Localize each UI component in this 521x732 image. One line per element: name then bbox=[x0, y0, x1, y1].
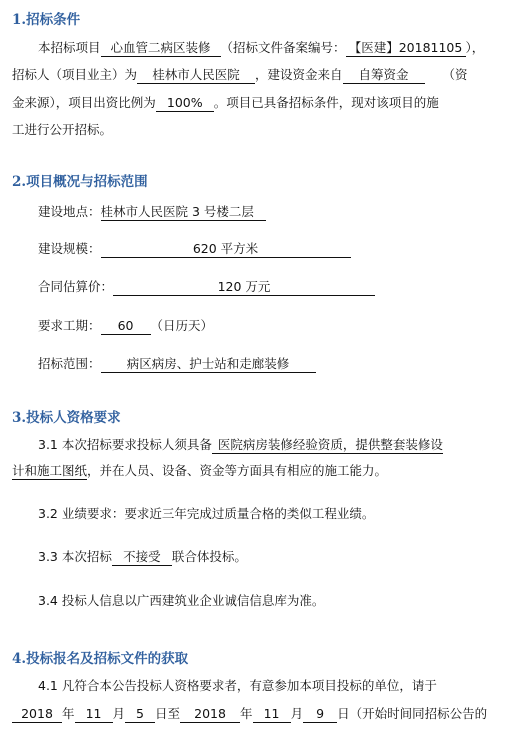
qualification-field: 医院病房装修经验资质，提供整套装修设 bbox=[212, 437, 443, 454]
item-3-1-line-2 bbox=[12, 462, 387, 480]
text: 日至 bbox=[155, 706, 181, 721]
price-value: 120 万元 bbox=[113, 279, 375, 296]
project-name-field: 心血管二病区装修 bbox=[101, 40, 221, 57]
item-3-2: 3.2 业绩要求：要求近三年完成过质量合格的类似工程业绩。 bbox=[38, 506, 375, 521]
scale-value: 620 平方米 bbox=[101, 241, 351, 258]
section-1-line-4: 工进行公开招标。 bbox=[12, 122, 113, 137]
site-row bbox=[38, 203, 266, 221]
start-year-field: 2018 bbox=[12, 706, 62, 723]
text: 年 bbox=[62, 706, 75, 721]
section-1-line-2 bbox=[12, 66, 468, 84]
text: 月 bbox=[112, 706, 126, 721]
text: （资 bbox=[442, 67, 468, 82]
item-4-1-line-1: 4.1 凡符合本公告投标人资格要求者，有意参加本项目投标的单位，请于 bbox=[38, 678, 437, 693]
section-1-line-1 bbox=[38, 39, 484, 57]
scope-label: 招标范围： bbox=[38, 356, 101, 371]
text: ）， bbox=[465, 40, 485, 55]
text: 月 bbox=[290, 706, 304, 721]
section-3-heading: 3.投标人资格要求 bbox=[12, 410, 121, 426]
consortium-field: 不接受 bbox=[112, 549, 172, 566]
text: ，建设资金来自 bbox=[255, 67, 343, 82]
site-value: 桂林市人民医院 3 号楼二层 bbox=[101, 204, 266, 221]
period-value: 60 bbox=[101, 318, 151, 335]
section-1-line-3 bbox=[12, 94, 439, 112]
text: 。项目已具备招标条件，现对该项目的施 bbox=[213, 95, 439, 110]
period-label: 要求工期： bbox=[38, 318, 101, 333]
section-1-heading: 1.招标条件 bbox=[12, 12, 81, 28]
start-day-field: 5 bbox=[125, 706, 155, 723]
scale-row bbox=[38, 240, 351, 258]
text: 3.3 本次招标 bbox=[38, 549, 112, 564]
section-2-heading: 2.项目概况与招标范围 bbox=[12, 174, 148, 190]
price-row bbox=[38, 278, 375, 296]
text: 联合体投标。 bbox=[171, 549, 247, 564]
fund-source-field: 自筹资金 bbox=[343, 67, 425, 84]
end-month-field: 11 bbox=[253, 706, 291, 723]
text: ，并在人员、设备、资金等方面具有相应的施工能力。 bbox=[87, 463, 388, 478]
scope-value: 病区病房、护士站和走廊装修 bbox=[101, 356, 316, 373]
item-4-1-line-2 bbox=[12, 705, 487, 723]
price-label: 合同估算价： bbox=[38, 279, 114, 294]
text: 本招标项目 bbox=[38, 40, 101, 55]
item-3-1-line-1 bbox=[38, 436, 443, 454]
text: 招标人（项目业主）为 bbox=[12, 67, 138, 82]
owner-field: 桂林市人民医院 bbox=[137, 67, 255, 84]
end-day-field: 9 bbox=[303, 706, 337, 723]
text: 金来源），项目出资比例为 bbox=[12, 95, 156, 110]
period-row bbox=[38, 317, 213, 335]
item-3-4: 3.4 投标人信息以广西建筑业企业诚信信息库为准。 bbox=[38, 593, 325, 608]
text: 3.1 本次招标要求投标人须具备 bbox=[38, 437, 212, 452]
qualification-field-cont: 计和施工图纸 bbox=[12, 463, 88, 478]
text: （招标文件备案编号： bbox=[220, 40, 346, 55]
scale-label: 建设规模： bbox=[38, 241, 101, 256]
site-label: 建设地点： bbox=[38, 204, 101, 219]
end-year-field: 2018 bbox=[180, 706, 240, 723]
item-3-3 bbox=[38, 548, 247, 566]
text: 日（开始时间同招标公告的 bbox=[337, 706, 488, 721]
ratio-field: 100% bbox=[156, 95, 214, 112]
scope-row bbox=[38, 355, 316, 373]
start-month-field: 11 bbox=[75, 706, 113, 723]
filing-number-field: 【医建】20181105 bbox=[346, 40, 466, 57]
period-unit: （日历天） bbox=[150, 318, 214, 333]
section-4-heading: 4.投标报名及招标文件的获取 bbox=[12, 651, 189, 667]
text: 年 bbox=[240, 706, 253, 721]
